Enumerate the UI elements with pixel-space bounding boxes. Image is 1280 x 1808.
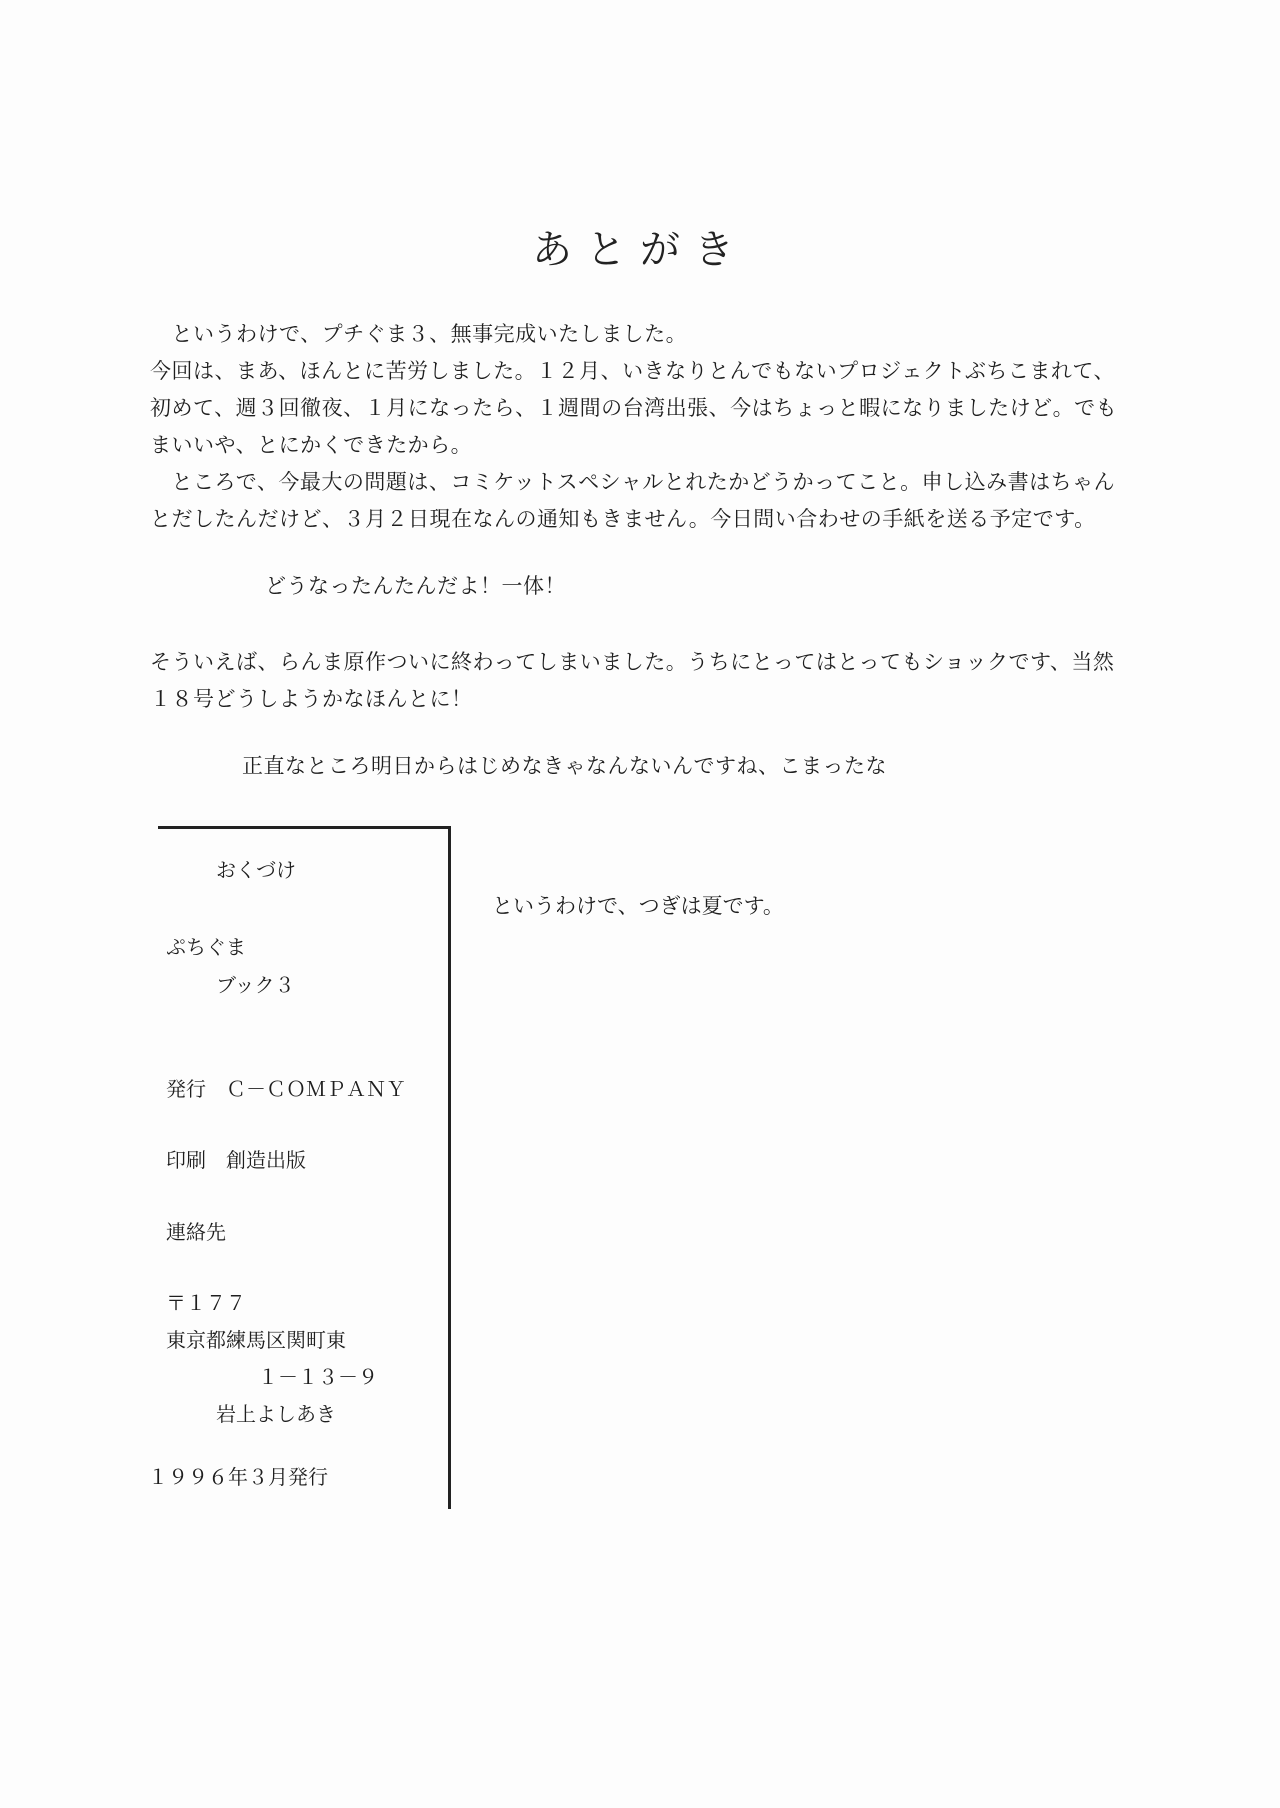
paragraph-line-4: まいいや、とにかくできたから。 [150,433,473,457]
paragraph-line-7: どうなったんたんだよ！一体！ [265,574,566,598]
colophon-book-title-2: ブック３ [216,973,295,997]
colophon-contact-label: 連絡先 [166,1220,226,1244]
colophon-printer: 印刷 創造出版 [166,1148,306,1172]
paragraph-line-6: とだしたんだけど、３月２日現在なんの通知もきません。今日問い合わせの手紙を送る予定です。 [150,507,1096,531]
paragraph-line-8: そういえば、らんま原作ついに終わってしまいました。うちにとってはとってもショックです、当然 [150,650,1115,674]
paragraph-line-3: 初めて、週３回徹夜、１月になったら、１週間の台湾出張、今はちょっと暇になりましたけど。でも [150,396,1118,420]
closing-note: というわけで、つぎは夏です。 [492,894,784,918]
colophon-date: １９９６年３月発行 [148,1465,328,1489]
colophon-box [148,826,451,1509]
colophon-publisher: 発行 Ｃ－ＣＯＭＰＡＮＹ [166,1077,406,1101]
paragraph-line-1: というわけで、プチぐま３、無事完成いたしました。 [150,322,688,346]
paragraph-line-2: 今回は、まあ、ほんとに苦労しました。１２月、いきなりとんでもないプロジェクトぶちこまれて、 [150,359,1115,383]
paragraph-line-9: １８号どうしようかなほんとに！ [150,687,473,711]
colophon-address-1: 東京都練馬区関町東 [166,1328,346,1352]
colophon-address-2: １－１３－９ [258,1365,378,1389]
colophon-book-title-1: ぷちぐま [166,935,246,959]
paragraph-line-10: 正直なところ明日からはじめなきゃなんないんですね、こまったな [242,754,887,778]
paragraph-line-5: ところで、今最大の問題は、コミケットスペシャルとれたかどうかってこと。申し込み書はちゃん [150,470,1116,494]
colophon-postal: 〒１７７ [166,1291,246,1315]
afterword-title: あとがき [532,227,748,273]
colophon-heading: おくづけ [216,858,296,882]
colophon-name: 岩上よしあき [216,1402,336,1426]
